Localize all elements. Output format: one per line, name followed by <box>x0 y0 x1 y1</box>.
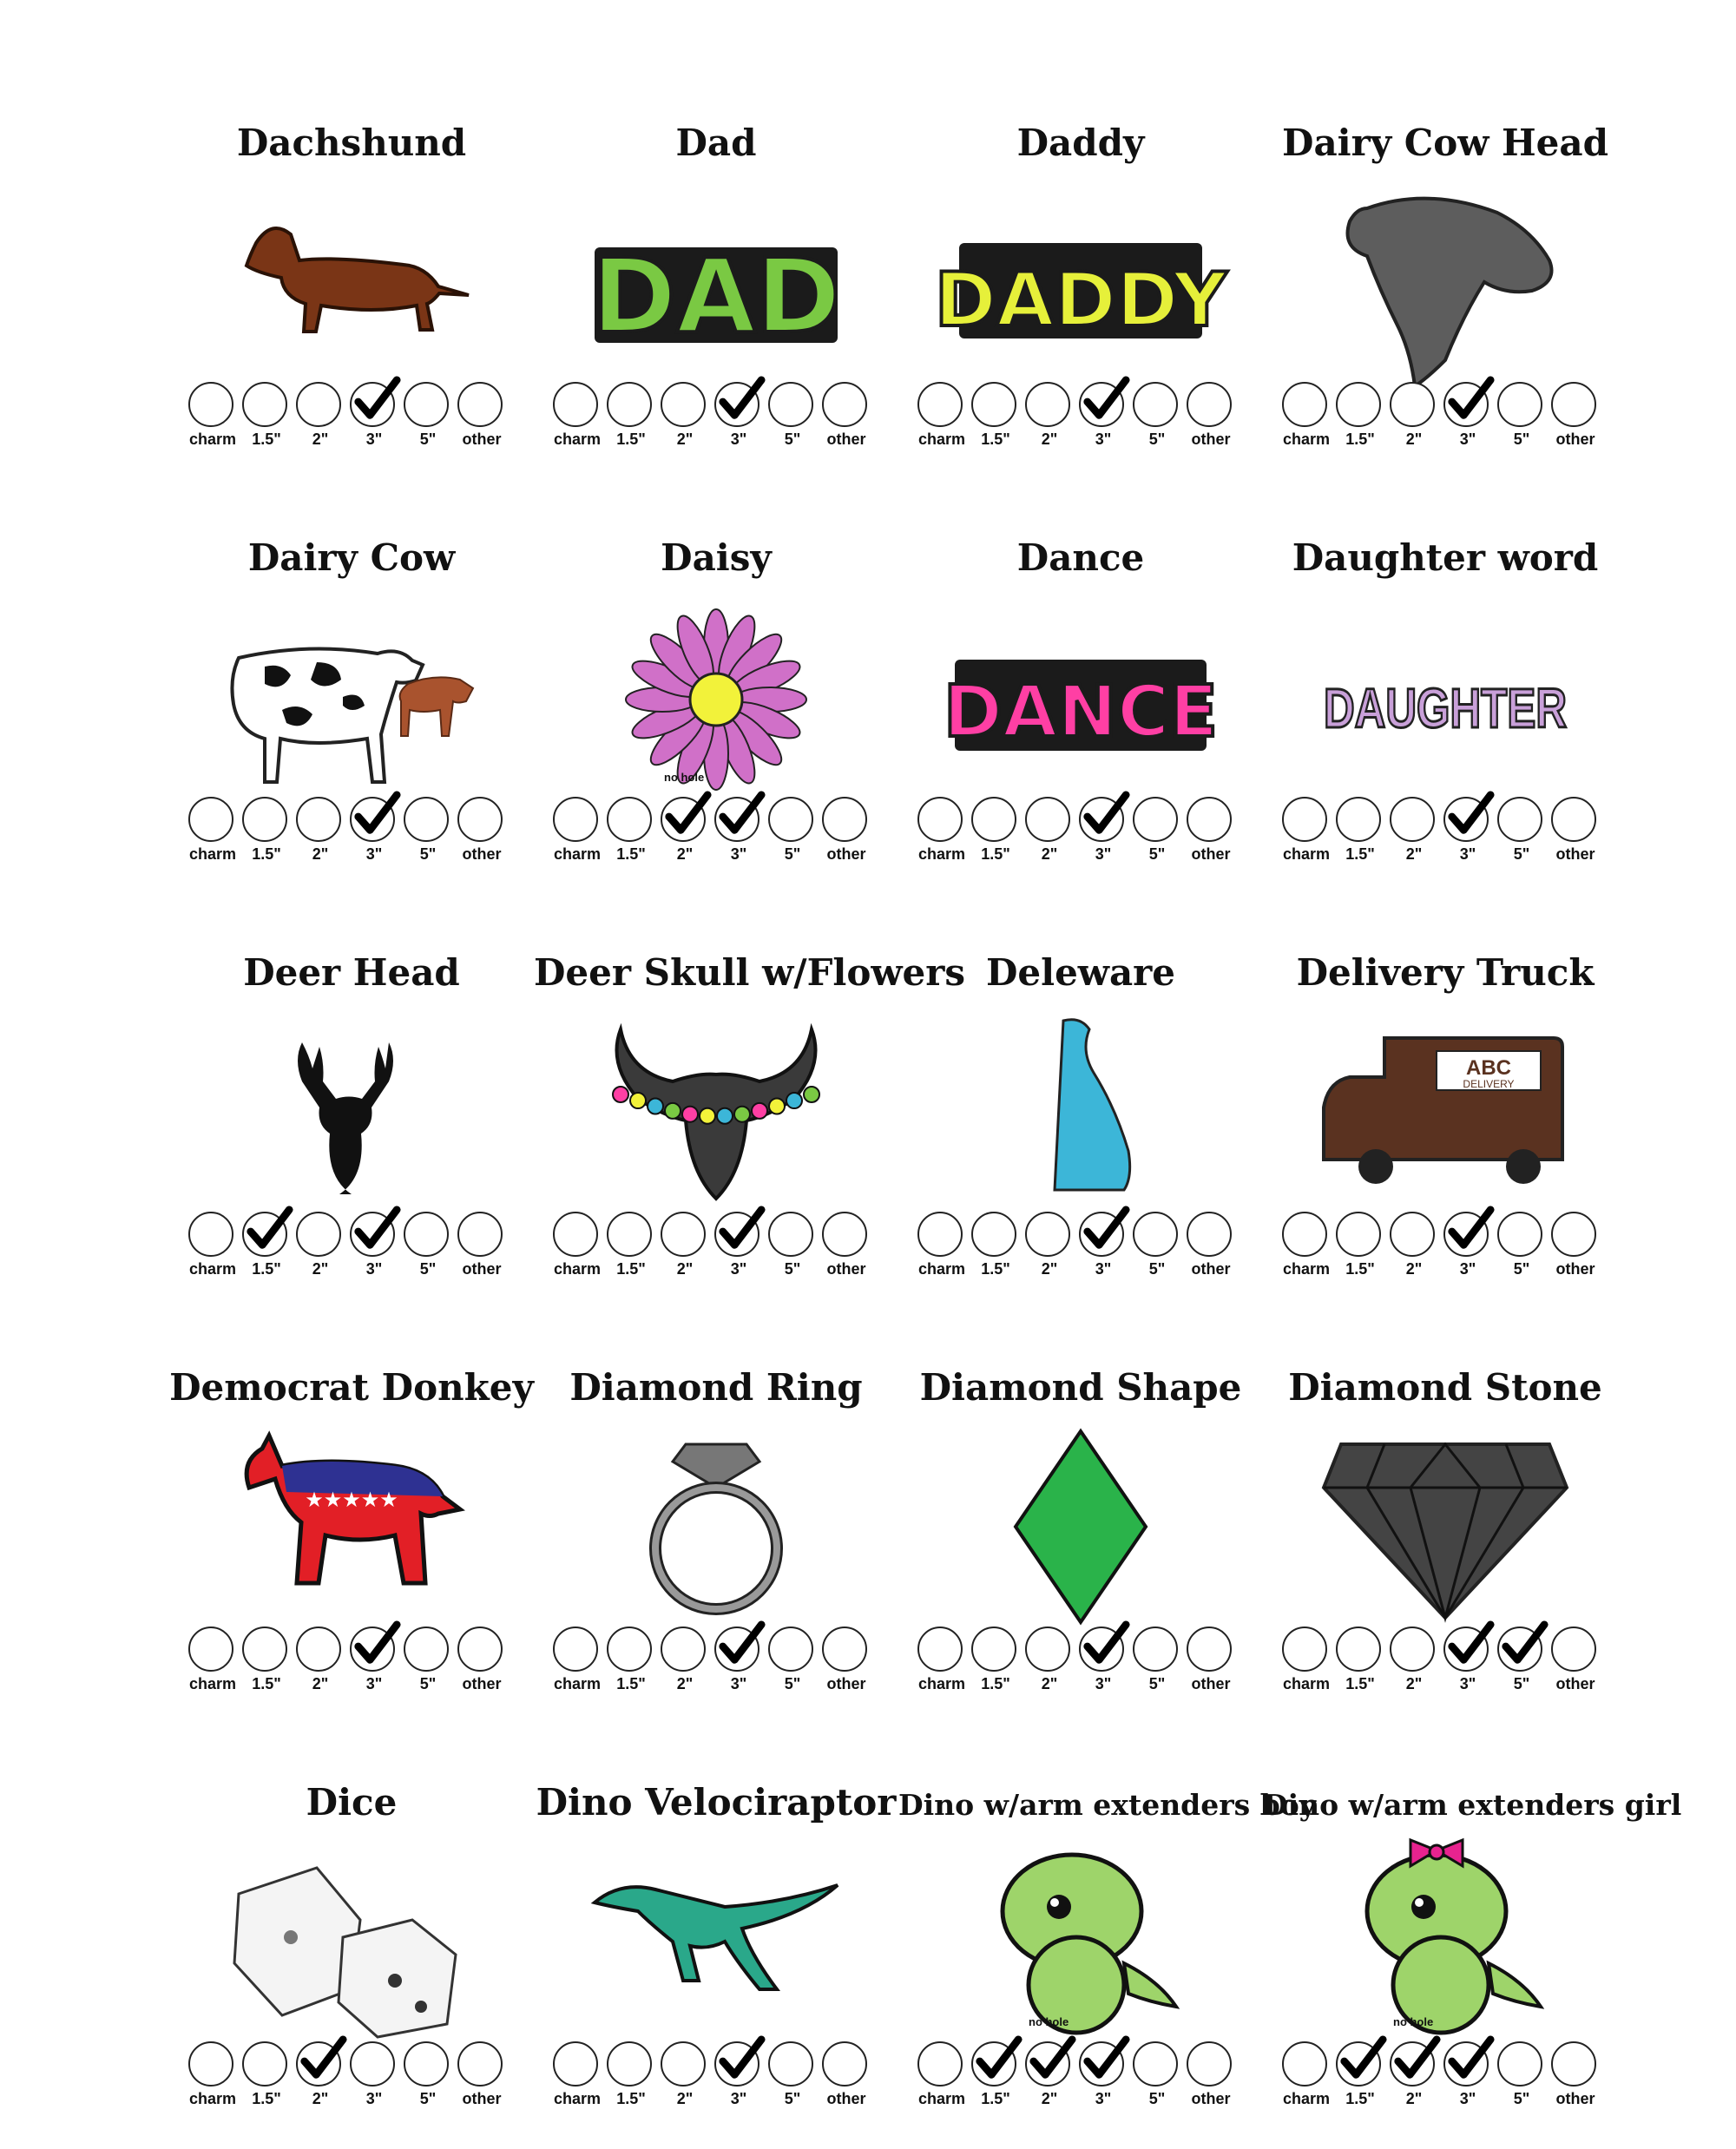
checkbox-circle[interactable] <box>1187 2041 1232 2087</box>
product-title: Dairy Cow Head <box>1282 122 1608 164</box>
size-options <box>898 830 1263 1281</box>
checkbox-circle[interactable] <box>1025 2041 1070 2087</box>
size-option-label: 5" <box>419 1675 437 1692</box>
size-option-label: other <box>1191 430 1231 448</box>
product-title: Dad <box>675 122 757 164</box>
size-option-label: charm <box>553 2090 602 2107</box>
size-option-label: 1.5" <box>981 2090 1010 2107</box>
checkbox-circle[interactable] <box>768 2041 813 2087</box>
size-option-label: 1.5" <box>616 430 646 448</box>
checkbox-circle[interactable] <box>404 2041 449 2087</box>
size-option-label: 3" <box>365 430 383 448</box>
size-options <box>169 1245 534 1696</box>
size-option-label: 2" <box>1041 1260 1058 1278</box>
size-option-label: other <box>826 1675 866 1692</box>
size-option-label: 1.5" <box>252 2090 281 2107</box>
size-option-label: 2" <box>312 1260 329 1278</box>
art-text: DADDY <box>934 257 1227 344</box>
checkbox-circle[interactable] <box>296 2041 341 2087</box>
size-option-label: other <box>462 430 502 448</box>
size-option[interactable] <box>1185 2041 1237 2119</box>
size-option-label: 2" <box>312 845 329 863</box>
product-card <box>534 0 898 448</box>
size-options <box>534 415 898 866</box>
product-card <box>898 1659 1316 2107</box>
size-option-label: 2" <box>676 430 694 448</box>
size-option[interactable] <box>659 2041 711 2119</box>
size-option[interactable] <box>1442 2041 1494 2119</box>
size-options <box>169 1659 534 2111</box>
checkbox-circle[interactable] <box>917 2041 963 2087</box>
size-option-label: charm <box>553 1260 602 1278</box>
size-options <box>169 830 534 1281</box>
size-option[interactable] <box>1496 2041 1548 2119</box>
size-option-label: 2" <box>1405 1260 1423 1278</box>
size-option[interactable] <box>916 2041 968 2119</box>
size-option-label: 1.5" <box>616 1675 646 1692</box>
size-option-label: 2" <box>312 2090 329 2107</box>
size-option-label: charm <box>917 1260 966 1278</box>
art-text: DANCE <box>943 671 1219 753</box>
size-option-label: 1.5" <box>1345 845 1375 863</box>
size-options <box>1263 1659 1682 2111</box>
checkbox-circle[interactable] <box>1551 2041 1596 2087</box>
size-option-label: other <box>1191 1675 1231 1692</box>
size-option-label: 5" <box>1148 845 1166 863</box>
size-options <box>534 1659 898 2111</box>
size-option-label: 1.5" <box>981 1260 1010 1278</box>
size-option-label: 5" <box>1148 430 1166 448</box>
size-option-label: 3" <box>1095 845 1112 863</box>
product-card <box>534 415 898 863</box>
size-option-label: charm <box>188 1675 237 1692</box>
product-title: Dance <box>1016 536 1145 579</box>
size-option-label: 3" <box>1459 1260 1476 1278</box>
product-card <box>1263 1245 1628 1692</box>
size-option[interactable] <box>1023 2041 1075 2119</box>
truck-logo-text: ABC <box>1466 1056 1511 1080</box>
size-option[interactable] <box>1549 2041 1601 2119</box>
product-title: Deer Head <box>243 951 460 994</box>
product-title: Dino w/arm extenders girl <box>1263 1788 1682 1822</box>
size-option[interactable] <box>766 2041 819 2119</box>
checkbox-circle[interactable] <box>661 2041 706 2087</box>
size-option-label: 3" <box>1095 1260 1112 1278</box>
product-card <box>898 1245 1263 1692</box>
size-option-label: 5" <box>419 1260 437 1278</box>
size-option-label: 2" <box>1405 845 1423 863</box>
product-card <box>1263 415 1628 863</box>
product-title: Dairy Cow <box>247 536 456 579</box>
size-option-label: 5" <box>1513 1260 1530 1278</box>
size-option-label: other <box>462 1675 502 1692</box>
size-option-label: 1.5" <box>252 845 281 863</box>
size-option-label: 3" <box>365 1260 383 1278</box>
size-option-label: 2" <box>1041 2090 1058 2107</box>
size-option-label: 5" <box>1513 430 1530 448</box>
size-option-label: 5" <box>1148 2090 1166 2107</box>
size-option-label: 5" <box>1513 1675 1530 1692</box>
product-title: Diamond Shape <box>919 1366 1242 1409</box>
product-title: Deleware <box>985 951 1176 994</box>
size-options <box>1263 0 1628 451</box>
checkbox-circle[interactable] <box>1079 2041 1124 2087</box>
size-option-label: 1.5" <box>1345 2090 1375 2107</box>
size-option-label: 3" <box>1095 430 1112 448</box>
size-option-label: charm <box>1282 1675 1331 1692</box>
size-option-label: 2" <box>1405 2090 1423 2107</box>
size-option-label: 2" <box>1041 1675 1058 1692</box>
size-option-label: other <box>1191 1260 1231 1278</box>
truck-label-text: DELIVERY <box>1463 1078 1515 1090</box>
size-option-label: other <box>826 845 866 863</box>
size-option-label: 5" <box>784 1260 801 1278</box>
size-option-label: other <box>1191 2090 1231 2107</box>
size-options <box>534 0 898 451</box>
size-option-label: 2" <box>1041 430 1058 448</box>
product-title: Democrat Donkey <box>169 1366 534 1409</box>
product-title: Dice <box>306 1781 398 1824</box>
product-card <box>898 0 1263 448</box>
checkbox-circle[interactable] <box>971 2041 1016 2087</box>
product-card <box>898 830 1263 1278</box>
size-options <box>1263 415 1628 866</box>
size-option-label: charm <box>553 430 602 448</box>
size-option[interactable] <box>1280 2041 1332 2119</box>
size-option[interactable] <box>187 2041 239 2119</box>
size-option-label: 3" <box>730 430 747 448</box>
checkbox-circle[interactable] <box>457 2041 503 2087</box>
size-option-label: other <box>1191 845 1231 863</box>
size-option-label: 2" <box>676 2090 694 2107</box>
size-option-label: 1.5" <box>616 845 646 863</box>
size-option[interactable] <box>456 2041 508 2119</box>
product-title: Delivery Truck <box>1296 951 1595 994</box>
checkbox-circle[interactable] <box>1282 2041 1327 2087</box>
size-options <box>169 0 534 451</box>
product-title: Dino Velociraptor <box>536 1781 897 1824</box>
size-options <box>169 415 534 866</box>
size-options <box>898 0 1263 451</box>
product-card <box>898 415 1263 863</box>
product-title: Diamond Ring <box>569 1366 863 1409</box>
size-option-label: 1.5" <box>981 430 1010 448</box>
checkbox-circle[interactable] <box>607 2041 652 2087</box>
size-option-label: 5" <box>1513 2090 1530 2107</box>
size-option[interactable] <box>970 2041 1022 2119</box>
size-option-label: charm <box>917 1675 966 1692</box>
size-option-label: 5" <box>1148 1260 1166 1278</box>
size-option[interactable] <box>605 2041 657 2119</box>
product-title: Deer Skull w/Flowers <box>534 951 966 994</box>
checkbox-circle[interactable] <box>714 2041 760 2087</box>
size-option-label: other <box>1555 845 1595 863</box>
size-option-label: 1.5" <box>1345 1675 1375 1692</box>
size-option-label: 2" <box>1405 1675 1423 1692</box>
checkbox-circle[interactable] <box>1133 2041 1178 2087</box>
size-options <box>898 1245 1263 1696</box>
size-option-label: 2" <box>676 1260 694 1278</box>
size-option-label: 2" <box>1041 845 1058 863</box>
checkbox-circle[interactable] <box>188 2041 233 2087</box>
size-option-label: other <box>1555 1260 1595 1278</box>
size-option-label: other <box>462 1260 502 1278</box>
size-option-label: charm <box>188 430 237 448</box>
product-card <box>169 415 534 863</box>
size-option-label: other <box>826 430 866 448</box>
size-options <box>534 830 966 1281</box>
size-option-label: 3" <box>730 1675 747 1692</box>
size-option-label: 3" <box>730 1260 747 1278</box>
size-option-label: 3" <box>1459 1675 1476 1692</box>
product-card <box>1263 830 1628 1278</box>
size-option-label: 3" <box>1095 2090 1112 2107</box>
size-option-label: charm <box>1282 845 1331 863</box>
size-option[interactable] <box>1388 2041 1440 2119</box>
size-option-label: 3" <box>730 845 747 863</box>
size-option-label: 5" <box>419 845 437 863</box>
size-option[interactable] <box>402 2041 454 2119</box>
size-option-label: 1.5" <box>252 1260 281 1278</box>
product-card <box>534 830 966 1278</box>
product-title: Daddy <box>1016 122 1145 164</box>
no-hole-note: no hole <box>664 771 705 784</box>
size-options <box>1263 1245 1628 1696</box>
size-options <box>898 1659 1316 2111</box>
product-title: Diamond Stone <box>1288 1366 1602 1409</box>
size-option-label: charm <box>553 845 602 863</box>
size-option-label: other <box>826 1260 866 1278</box>
size-option-label: 2" <box>676 845 694 863</box>
art-text: DAUGHTER <box>1324 677 1567 739</box>
size-option[interactable] <box>1131 2041 1183 2119</box>
size-options <box>898 415 1263 866</box>
size-option[interactable] <box>240 2041 293 2119</box>
size-option-label: 3" <box>1459 845 1476 863</box>
size-option-label: 5" <box>419 2090 437 2107</box>
size-option[interactable] <box>1334 2041 1386 2119</box>
product-card <box>169 1659 534 2107</box>
size-option-label: 5" <box>784 1675 801 1692</box>
checkbox-circle[interactable] <box>1336 2041 1381 2087</box>
size-option-label: 1.5" <box>252 430 281 448</box>
size-option-label: other <box>1555 2090 1595 2107</box>
size-option-label: charm <box>188 1260 237 1278</box>
checkbox-circle[interactable] <box>1443 2041 1489 2087</box>
no-hole-note: no hole <box>1393 2015 1434 2028</box>
size-option[interactable] <box>820 2041 872 2119</box>
product-title: Daughter word <box>1292 536 1599 579</box>
checkbox-circle[interactable] <box>242 2041 287 2087</box>
size-option-label: charm <box>917 430 966 448</box>
size-option-label: 5" <box>419 430 437 448</box>
size-option-label: 3" <box>1459 2090 1476 2107</box>
product-card <box>534 1659 898 2107</box>
size-option-label: other <box>1555 430 1595 448</box>
size-option-label: 2" <box>312 430 329 448</box>
size-option-label: 5" <box>1513 845 1530 863</box>
size-option-label: charm <box>1282 430 1331 448</box>
product-card <box>1263 1659 1682 2107</box>
product-card <box>169 1245 534 1692</box>
size-option[interactable] <box>348 2041 400 2119</box>
size-option-label: other <box>462 2090 502 2107</box>
size-option-label: charm <box>553 1675 602 1692</box>
size-option-label: 3" <box>730 2090 747 2107</box>
size-option[interactable] <box>1077 2041 1129 2119</box>
size-option[interactable] <box>551 2041 603 2119</box>
size-option-label: 3" <box>365 845 383 863</box>
no-hole-note: no hole <box>1029 2015 1069 2028</box>
size-option-label: 3" <box>365 1675 383 1692</box>
size-option-label: 5" <box>784 845 801 863</box>
size-options <box>1263 830 1628 1281</box>
checkbox-circle[interactable] <box>1390 2041 1435 2087</box>
product-card <box>169 0 534 448</box>
checkbox-circle[interactable] <box>553 2041 598 2087</box>
size-option-label: charm <box>1282 1260 1331 1278</box>
size-option-label: 1.5" <box>981 845 1010 863</box>
checkbox-circle[interactable] <box>822 2041 867 2087</box>
product-title: Dino w/arm extenders boy <box>898 1788 1316 1822</box>
product-card <box>169 830 534 1278</box>
size-option-label: charm <box>917 2090 966 2107</box>
product-title: Daisy <box>661 536 772 579</box>
size-option-label: other <box>1555 1675 1595 1692</box>
size-option-label: 5" <box>784 2090 801 2107</box>
size-option-label: 1.5" <box>1345 430 1375 448</box>
size-option-label: charm <box>188 845 237 863</box>
size-option-label: other <box>826 2090 866 2107</box>
checkbox-circle[interactable] <box>1497 2041 1542 2087</box>
size-options <box>534 1245 898 1696</box>
size-option-label: 1.5" <box>616 2090 646 2107</box>
size-option-label: 5" <box>1148 1675 1166 1692</box>
size-option-label: charm <box>917 845 966 863</box>
size-option-label: 2" <box>312 1675 329 1692</box>
size-option-label: charm <box>188 2090 237 2107</box>
size-option-label: 1.5" <box>1345 1260 1375 1278</box>
checkbox-circle[interactable] <box>350 2041 395 2087</box>
size-option[interactable] <box>294 2041 346 2119</box>
size-option-label: 3" <box>365 2090 383 2107</box>
size-option-label: 3" <box>1095 1675 1112 1692</box>
size-option[interactable] <box>713 2041 765 2119</box>
size-option-label: 1.5" <box>616 1260 646 1278</box>
size-option-label: 2" <box>1405 430 1423 448</box>
size-option-label: 1.5" <box>252 1675 281 1692</box>
size-option-label: other <box>462 845 502 863</box>
product-title: Dachshund <box>236 122 467 164</box>
size-option-label: 3" <box>1459 430 1476 448</box>
size-option-label: 1.5" <box>981 1675 1010 1692</box>
size-option-label: 2" <box>676 1675 694 1692</box>
size-option-label: charm <box>1282 2090 1331 2107</box>
size-option-label: 5" <box>784 430 801 448</box>
product-card <box>534 1245 898 1692</box>
svg-text:★★★★★: ★★★★★ <box>305 1488 398 1512</box>
art-text: DAD <box>591 236 841 356</box>
product-card <box>1263 0 1628 448</box>
